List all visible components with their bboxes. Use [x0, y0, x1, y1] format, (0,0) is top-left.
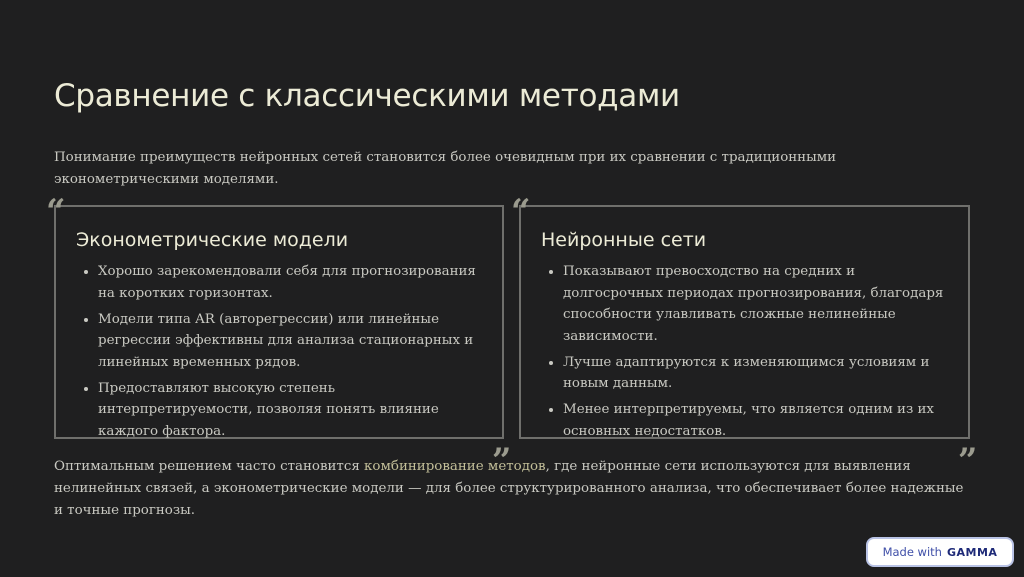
- card-neural: [511, 192, 978, 462]
- list-item: • Лучше адаптируются к изменяющимся условиям и новым данным.: [563, 352, 954, 395]
- bullet-list: [76, 261, 488, 447]
- list-item: • Показывают превосходство на средних и долгосрочных периодах прогнозирования, благодаря способности улавливать сложные нелинейные зависимости.: [563, 261, 954, 347]
- list-item: • Предоставляют высокую степень интерпретируемости, позволяя понять влияние каждого фактора.: [98, 378, 488, 443]
- made-with-gamma-badge[interactable]: [866, 537, 1014, 567]
- open-quote-icon: “: [511, 192, 531, 232]
- bullet-list: [541, 261, 954, 447]
- badge-prefix: Made with: [882, 545, 942, 559]
- gamma-logo: GAMMA: [946, 545, 998, 559]
- list-item: • Модели типа AR (авторегрессии) или линейные регрессии эффективны для анализа стационарных и линейных временных рядов.: [98, 309, 488, 374]
- close-quote-icon: „: [958, 422, 978, 462]
- open-quote-icon: “: [46, 192, 66, 232]
- card-econometric: [46, 192, 512, 462]
- conclusion-part: , где нейронные сети используются для выявления нелинейных связей, а эконометрические модели — для более структурированного анализа, что обеспечивает более надежные и точные прогнозы.: [54, 459, 964, 518]
- list-item: • Менее интерпретируемы, что является одним из их основных недостатков.: [563, 399, 954, 442]
- close-quote-icon: „: [492, 422, 512, 462]
- list-item: • Хорошо зарекомендовали себя для прогнозирования на коротких горизонтах.: [98, 261, 488, 304]
- conclusion-text: [54, 456, 964, 522]
- page-title: Сравнение с классическими методами: [54, 78, 680, 114]
- intro-text: Понимание преимуществ нейронных сетей становится более очевидным при их сравнении с традиционными эконометрическими моделями.: [54, 150, 837, 187]
- card-heading: Эконометрические модели: [76, 229, 349, 251]
- highlight-text: комбинирование методов: [364, 459, 546, 474]
- conclusion-part: Оптимальным решением часто становится: [54, 459, 365, 474]
- card-heading: Нейронные сети: [541, 229, 707, 251]
